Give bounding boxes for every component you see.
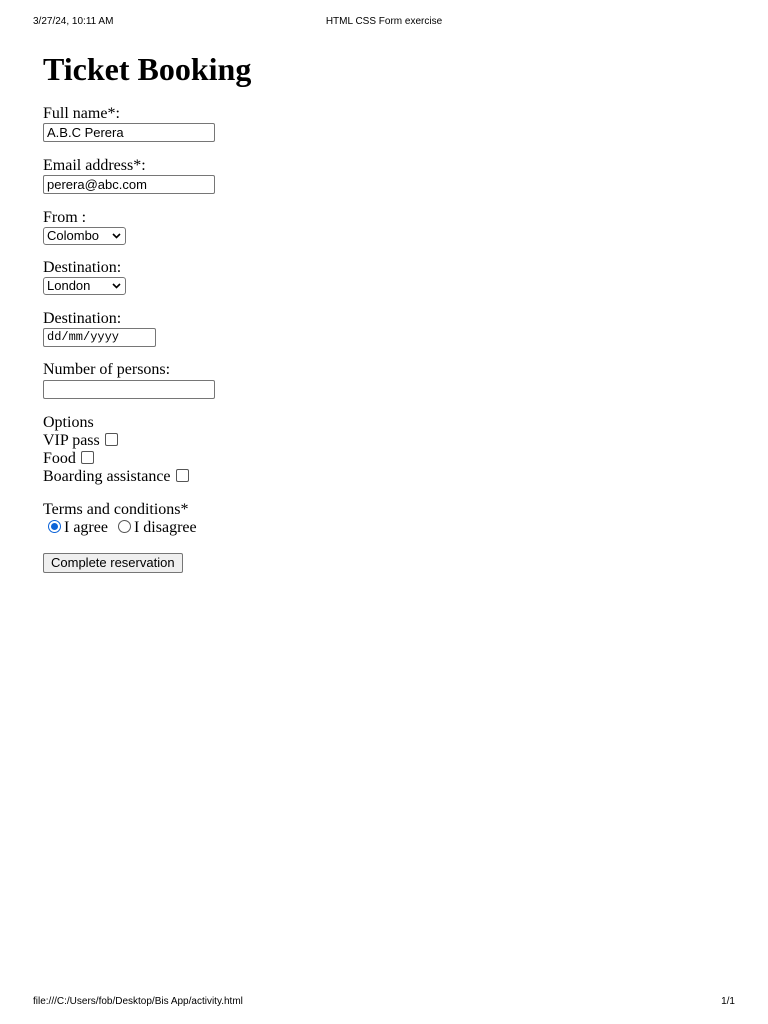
print-document-title: HTML CSS Form exercise	[325, 16, 443, 27]
chevron-down-icon	[112, 283, 121, 289]
option-food	[43, 450, 94, 468]
print-file-url: file:///C:/Users/fob/Desktop/Bis App/activity.html	[33, 996, 243, 1007]
terms-radio-group	[48, 519, 203, 537]
full-name-label: Full name*:	[43, 105, 120, 122]
full-name-input[interactable]: A.B.C Perera	[43, 123, 215, 142]
from-select[interactable]	[43, 227, 126, 245]
page-title: Ticket Booking	[43, 51, 252, 87]
from-select-value: Colombo	[47, 228, 100, 243]
destination-label: Destination:	[43, 259, 122, 276]
print-datetime: 3/27/24, 10:11 AM	[33, 16, 114, 27]
option-vip-pass-label: VIP pass	[43, 432, 100, 449]
destination-select-value: London	[47, 278, 91, 293]
option-boarding-assistance-label: Boarding assistance	[43, 468, 171, 485]
date-input[interactable]: dd/mm/yyyy	[43, 328, 156, 347]
agree-radio[interactable]	[48, 520, 61, 533]
persons-label: Number of persons:	[43, 361, 171, 378]
options-label: Options	[43, 414, 94, 431]
disagree-radio[interactable]	[118, 520, 131, 533]
option-vip-pass	[43, 432, 118, 450]
food-checkbox[interactable]	[81, 451, 94, 464]
persons-input[interactable]	[43, 380, 215, 399]
complete-reservation-button[interactable]: Complete reservation	[43, 553, 183, 573]
vip-pass-checkbox[interactable]	[105, 433, 118, 446]
print-page-number: 1/1	[721, 996, 735, 1007]
terms-label: Terms and conditions*	[43, 501, 189, 518]
option-food-label: Food	[43, 450, 76, 467]
email-input[interactable]: perera@abc.com	[43, 175, 215, 194]
agree-label[interactable]: I agree	[64, 519, 108, 536]
print-header	[0, 16, 768, 30]
print-footer	[0, 996, 768, 1010]
option-boarding-assistance	[43, 468, 189, 486]
from-label: From :	[43, 209, 87, 226]
boarding-assistance-checkbox[interactable]	[176, 469, 189, 482]
chevron-down-icon	[112, 233, 121, 239]
destination-select[interactable]	[43, 277, 126, 295]
email-label: Email address*:	[43, 157, 146, 174]
date-label: Destination:	[43, 310, 122, 327]
disagree-label[interactable]: I disagree	[133, 519, 197, 536]
